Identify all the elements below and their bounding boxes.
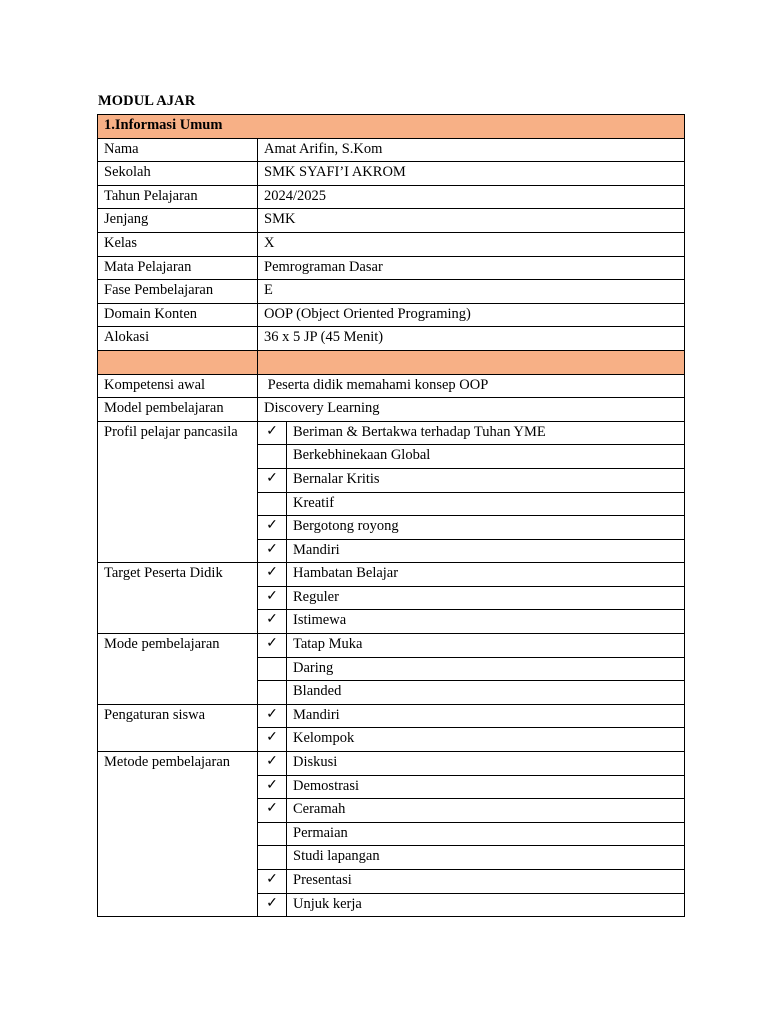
detail-value: Discovery Learning (258, 398, 685, 422)
detail-label: Model pembelajaran (98, 398, 258, 422)
info-row (98, 138, 685, 162)
option-label: Daring (287, 657, 685, 681)
section-heading: 1.Informasi Umum (98, 115, 685, 139)
check-mark-icon: ✓ (258, 421, 287, 445)
detail-label: Kompetensi awal (98, 374, 258, 398)
option-label: Mandiri (287, 704, 685, 728)
option-label: Kelompok (287, 728, 685, 752)
option-label: Unjuk kerja (287, 893, 685, 917)
option-label: Bernalar Kritis (287, 468, 685, 492)
module-info-table (97, 114, 685, 917)
option-label: Blanded (287, 681, 685, 705)
info-label: Kelas (98, 232, 258, 256)
check-mark-icon: ✓ (258, 752, 287, 776)
option-label: Hambatan Belajar (287, 563, 685, 587)
check-mark-icon: ✓ (258, 539, 287, 563)
info-label: Alokasi (98, 327, 258, 351)
band-cell-right (258, 350, 685, 374)
info-row (98, 232, 685, 256)
check-mark-icon (258, 445, 287, 469)
info-row (98, 209, 685, 233)
check-mark-icon (258, 822, 287, 846)
info-value: E (258, 280, 685, 304)
info-label: Jenjang (98, 209, 258, 233)
group-label: Pengaturan siswa (98, 704, 258, 751)
check-mark-icon: ✓ (258, 586, 287, 610)
info-value: SMK (258, 209, 685, 233)
option-row (98, 563, 685, 587)
option-row (98, 421, 685, 445)
option-label: Beriman & Bertakwa terhadap Tuhan YME (287, 421, 685, 445)
check-mark-icon: ✓ (258, 893, 287, 917)
check-mark-icon (258, 846, 287, 870)
detail-value: Peserta didik memahami konsep OOP (258, 374, 685, 398)
info-value: Pemrograman Dasar (258, 256, 685, 280)
option-row (98, 752, 685, 776)
group-label: Mode pembelajaran (98, 634, 258, 705)
check-mark-icon: ✓ (258, 563, 287, 587)
info-value: SMK SYAFI’I AKROM (258, 162, 685, 186)
check-mark-icon: ✓ (258, 516, 287, 540)
check-mark-icon: ✓ (258, 799, 287, 823)
option-label: Diskusi (287, 752, 685, 776)
check-mark-icon (258, 492, 287, 516)
info-label: Nama (98, 138, 258, 162)
option-label: Bergotong royong (287, 516, 685, 540)
option-label: Presentasi (287, 870, 685, 894)
group-label: Target Peserta Didik (98, 563, 258, 634)
module-info-table-body (98, 115, 685, 917)
option-label: Kreatif (287, 492, 685, 516)
option-label: Tatap Muka (287, 634, 685, 658)
section-header-row (98, 115, 685, 139)
check-mark-icon: ✓ (258, 704, 287, 728)
option-label: Ceramah (287, 799, 685, 823)
check-mark-icon (258, 657, 287, 681)
info-row (98, 327, 685, 351)
info-row (98, 185, 685, 209)
info-value: OOP (Object Oriented Programing) (258, 303, 685, 327)
option-row (98, 704, 685, 728)
detail-row (98, 398, 685, 422)
info-value: Amat Arifin, S.Kom (258, 138, 685, 162)
info-label: Mata Pelajaran (98, 256, 258, 280)
info-row (98, 303, 685, 327)
check-mark-icon: ✓ (258, 870, 287, 894)
info-label: Domain Konten (98, 303, 258, 327)
option-label: Mandiri (287, 539, 685, 563)
option-label: Reguler (287, 586, 685, 610)
option-row (98, 634, 685, 658)
check-mark-icon: ✓ (258, 634, 287, 658)
info-label: Sekolah (98, 162, 258, 186)
info-row (98, 256, 685, 280)
option-label: Istimewa (287, 610, 685, 634)
check-mark-icon: ✓ (258, 468, 287, 492)
check-mark-icon (258, 681, 287, 705)
info-row (98, 162, 685, 186)
group-label: Metode pembelajaran (98, 752, 258, 917)
info-value: X (258, 232, 685, 256)
check-mark-icon: ✓ (258, 728, 287, 752)
section-band-row (98, 350, 685, 374)
option-label: Permaian (287, 822, 685, 846)
check-mark-icon: ✓ (258, 775, 287, 799)
info-row (98, 280, 685, 304)
check-mark-icon: ✓ (258, 610, 287, 634)
detail-row (98, 374, 685, 398)
info-label: Fase Pembelajaran (98, 280, 258, 304)
document-title: MODUL AJAR (98, 93, 196, 109)
band-cell-left (98, 350, 258, 374)
group-label: Profil pelajar pancasila (98, 421, 258, 563)
info-value: 36 x 5 JP (45 Menit) (258, 327, 685, 351)
option-label: Berkebhinekaan Global (287, 445, 685, 469)
option-label: Demostrasi (287, 775, 685, 799)
info-label: Tahun Pelajaran (98, 185, 258, 209)
option-label: Studi lapangan (287, 846, 685, 870)
info-value: 2024/2025 (258, 185, 685, 209)
